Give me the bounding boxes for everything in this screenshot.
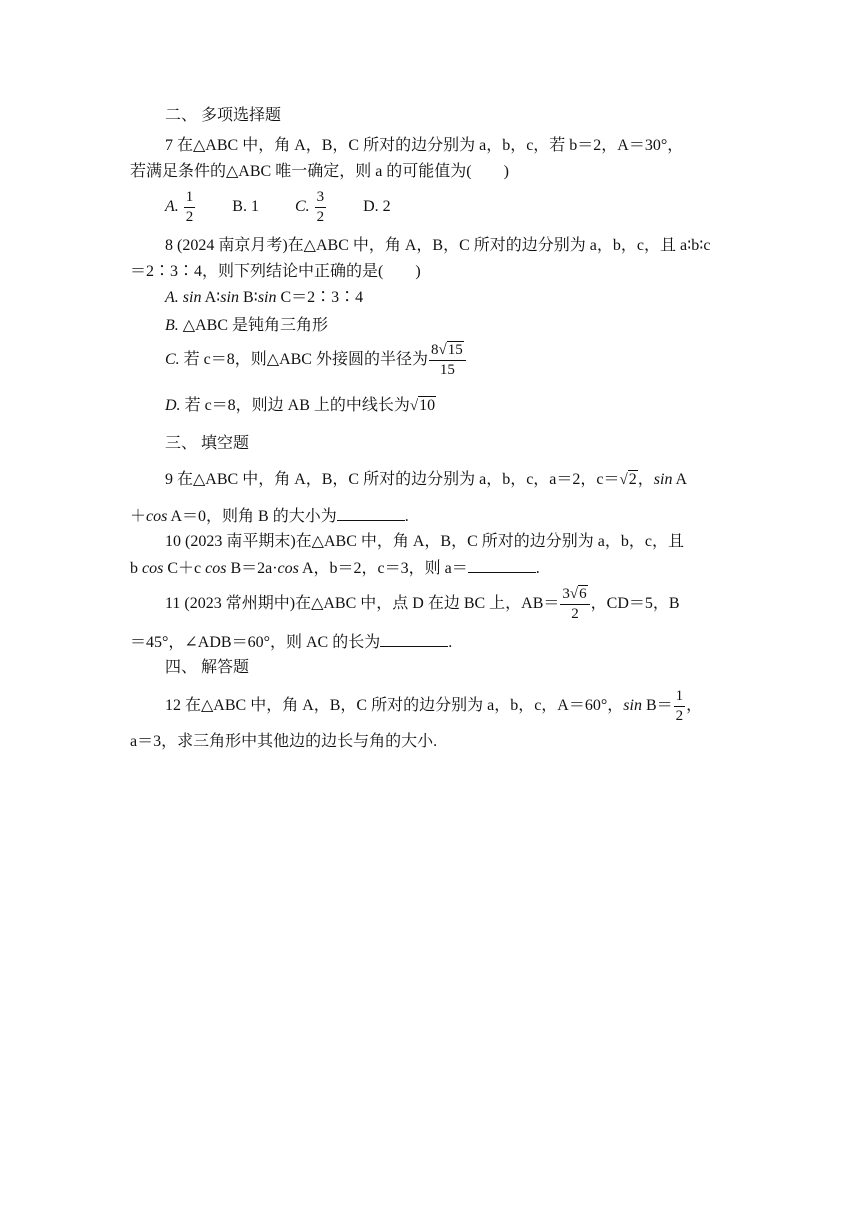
q11-line2: ＝45°，∠ADB＝60°，则 AC 的长为 . (130, 634, 453, 651)
q8-line1: 8 (2024 南京月考)在△ABC 中，角 A，B，C 所对的边分别为 a，b，c，且 a∶b∶c (165, 237, 711, 254)
q12-fraction: $\frac{1}{2}$ (675, 687, 684, 724)
q7-option-a-fraction: $\frac{1}{2}$ (185, 188, 194, 225)
q10-answer-blank[interactable] (468, 558, 536, 573)
q12-line2: a＝3，求三角形中其他边的边长与角的大小. (130, 733, 438, 750)
q9-answer-blank[interactable] (337, 506, 405, 521)
sqrt-10: √10 (409, 397, 436, 414)
q7-option-a-label: A. (165, 198, 179, 215)
section-heading-solve: 四、 解答题 (165, 659, 250, 676)
q7-line2: 若满足条件的△ABC 唯一确定，则 a 的可能值为( ) (130, 163, 509, 180)
q8-option-a: A. sin A∶sin B∶sin C＝2∶3∶4 (165, 289, 364, 306)
q8-line2: ＝2∶3∶4，则下列结论中正确的是( ) (130, 263, 421, 280)
section-heading-fill-in: 三、 填空题 (165, 435, 250, 452)
section-heading-multiple-choice: 二、 多项选择题 (165, 107, 282, 124)
q11-fraction: $\frac{3√6}{2}$ (560, 587, 589, 622)
q8-option-c-fraction: $\frac{8√15}{15}$ (429, 343, 466, 378)
q7-option-c-fraction: $\frac{3}{2}$ (316, 188, 325, 225)
q8-option-c: C. 若 c＝8，则△ABC 外接圆的半径为 $\frac{8√15}{15}$ (165, 340, 467, 380)
q8-option-d: D. 若 c＝8，则边 AB 上的中线长为√10 (165, 397, 436, 414)
q7-option-b: B. 1 (232, 198, 259, 215)
q10-line1: 10 (2023 南平期末)在△ABC 中，角 A，B，C 所对的边分别为 a，b，c，且 (165, 533, 684, 550)
q9-line2: ＋cos A＝0，则角 B 的大小为 . (130, 508, 409, 525)
q9-line1: 9 在△ABC 中，角 A，B，C 所对的边分别为 a，b，c，a＝2，c＝√2，sin A (165, 471, 688, 488)
q7-option-d: D. 2 (363, 198, 391, 215)
q7-option-c-label: C. (294, 198, 310, 215)
q11-answer-blank[interactable] (380, 632, 448, 647)
q12-line1: 12 在△ABC 中，角 A，B，C 所对的边分别为 a，b，c，A＝60°，sin B＝ $\frac{1}{2}$ ， (165, 687, 703, 724)
q7-options (165, 188, 391, 226)
q8-option-b: B. △ABC 是钝角三角形 (165, 317, 328, 334)
q11-line1: 11 (2023 常州期中)在△ABC 中，点 D 在边 BC 上，AB＝ $\frac{3√6}{2}$ ，CD＝5，B (165, 585, 680, 622)
q10-line2: b cos C＋c cos B＝2a·cos A，b＝2，c＝3，则 a＝ . (130, 560, 540, 577)
q7-line1: 7 在△ABC 中，角 A，B，C 所对的边分别为 a，b，c，若 b＝2，A＝30°， (165, 137, 684, 154)
